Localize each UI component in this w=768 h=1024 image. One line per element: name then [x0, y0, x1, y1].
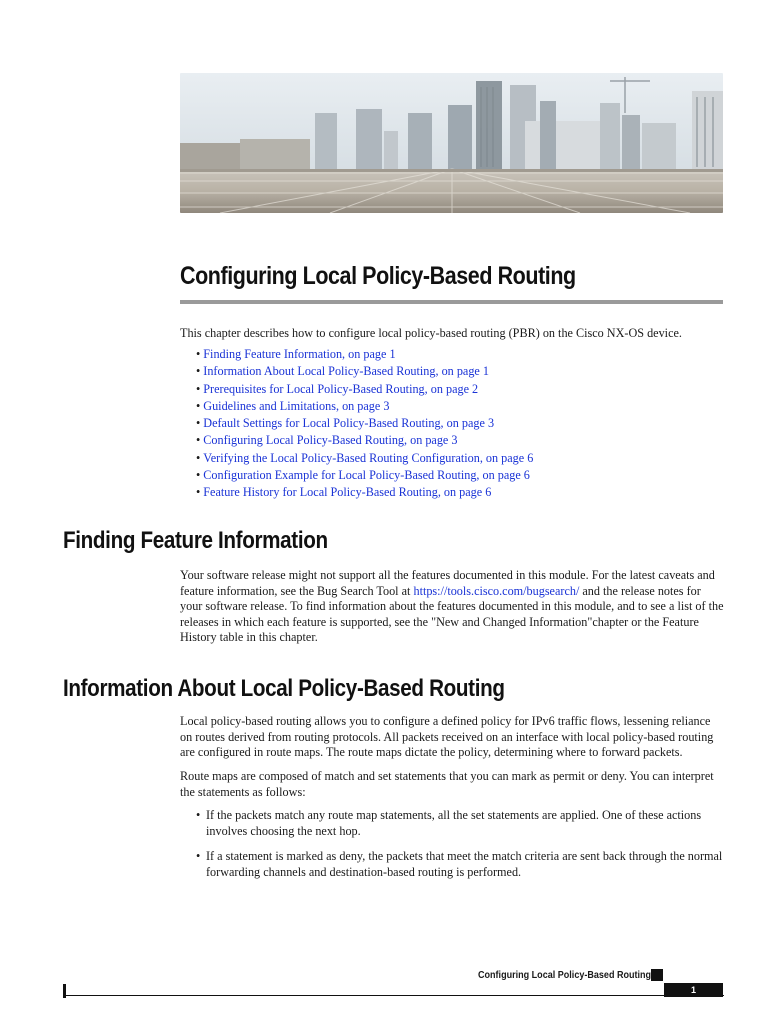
statement-list	[196, 808, 724, 839]
toc-link[interactable]: Information About Local Policy-Based Routing, on page 1	[203, 364, 489, 379]
bug-search-link[interactable]: https://tools.cisco.com/bugsearch/	[413, 583, 580, 598]
toc-item: • Default Settings for Local Policy-Based Routing, on page 3	[196, 416, 495, 431]
toc-item: • Prerequisites for Local Policy-Based Routing, on page 2	[196, 381, 479, 396]
toc-link[interactable]: Feature History for Local Policy-Based Routing, on page 6	[203, 485, 492, 500]
toc-link[interactable]: Verifying the Local Policy-Based Routing Configuration, on page 6	[203, 450, 534, 465]
chapter-title: Configuring Local Policy-Based Routing	[180, 262, 576, 290]
section-heading-finding-feature-information: Finding Feature Information	[63, 527, 328, 554]
paragraph-text: Your software release might not support all the features documented in this module. For the latest caveats and feature information, see the Bug Search Tool at	[180, 568, 715, 598]
list-item: • If a statement is marked as deny, the packets that meet the match criteria are sent back through the normal forwarding channels and destination-based routing is performed.	[196, 849, 723, 879]
list-item-text: If a statement is marked as deny, the packets that meet the match criteria are sent back through the normal forwarding channels and destination-based routing is performed.	[206, 849, 723, 879]
list-item-text: If the packets match any route map statements, all the set statements are applied. One of these actions involves choosing the next hop.	[206, 808, 702, 838]
toc-link[interactable]: Configuring Local Policy-Based Routing, on page 3	[203, 433, 458, 448]
section-heading-information-about-pbr: Information About Local Policy-Based Routing	[63, 675, 505, 702]
statement-list	[196, 849, 724, 880]
section-paragraph: Local policy-based routing allows you to configure a defined policy for IPv6 traffic flows, lessening reliance on routes derived from routing protocols. All packets received on an interface with local policy-based routing are configured in route maps. The route maps dictate the policy, determining where to forward packets.	[180, 714, 714, 759]
toc-link[interactable]: Guidelines and Limitations, on page 3	[203, 398, 390, 413]
toc-item: • Verifying the Local Policy-Based Routing Configuration, on page 6	[196, 450, 534, 465]
footer-marker	[651, 969, 663, 981]
paragraph-text: and the release notes for your software release. To find information about the features documented in this module, and to see a list of the releases in which each feature is supported, see the "New and Changed Information"chapter or the Feature History table in this chapter.	[180, 583, 724, 644]
title-rule	[180, 300, 723, 304]
toc-item: • Feature History for Local Policy-Based Routing, on page 6	[196, 485, 492, 500]
toc-item: • Information About Local Policy-Based Routing, on page 1	[196, 364, 489, 379]
footer-chapter-title: Configuring Local Policy-Based Routing	[478, 969, 652, 981]
footer-rule	[64, 995, 724, 996]
city-skyline-photo	[180, 73, 723, 213]
toc-link[interactable]: Default Settings for Local Policy-Based Routing, on page 3	[203, 416, 495, 431]
list-item: • If the packets match any route map statements, all the set statements are applied. One of these actions involves choosing the next hop.	[196, 808, 702, 838]
chapter-intro: This chapter describes how to configure local policy-based routing (PBR) on the Cisco NX-OS device.	[180, 326, 682, 340]
page-number: 1	[664, 983, 723, 997]
section-paragraph: Route maps are composed of match and set statements that you can mark as permit or deny. You can interpret the statements as follows:	[180, 769, 714, 799]
chapter-toc	[196, 346, 533, 502]
toc-item: • Finding Feature Information, on page 1	[196, 347, 396, 361]
toc-link[interactable]: Configuration Example for Local Policy-Based Routing, on page 6	[203, 468, 530, 483]
section-paragraph	[180, 568, 725, 646]
banner-image	[180, 73, 723, 213]
toc-item: • Configuration Example for Local Policy-Based Routing, on page 6	[196, 468, 530, 483]
toc-link[interactable]: Finding Feature Information, on page 1	[203, 347, 396, 361]
toc-item: • Guidelines and Limitations, on page 3	[196, 398, 390, 413]
toc-item: • Configuring Local Policy-Based Routing, on page 3	[196, 433, 458, 448]
toc-link[interactable]: Prerequisites for Local Policy-Based Routing, on page 2	[203, 381, 479, 396]
